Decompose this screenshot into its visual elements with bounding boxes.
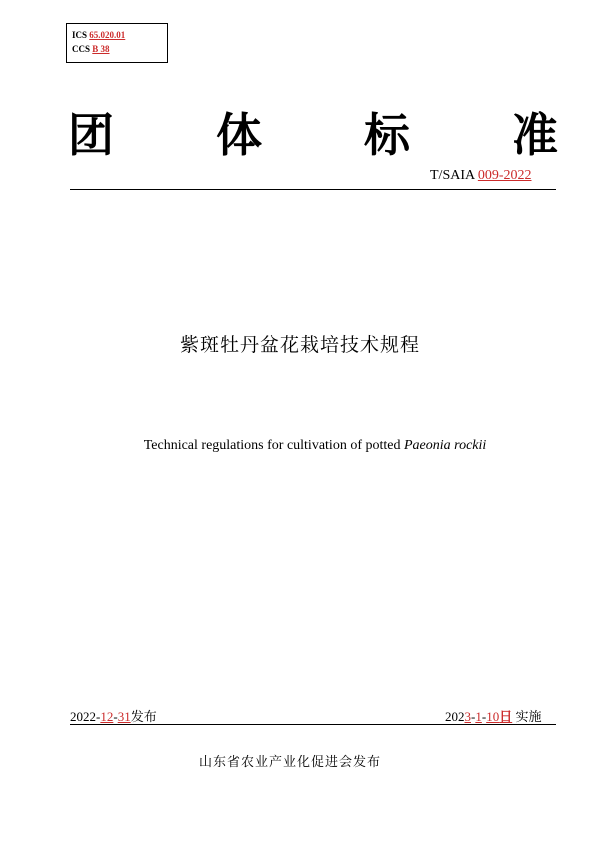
impl-year-a: 202 (445, 709, 465, 724)
title-en-species: Paeonia rockii (403, 438, 487, 453)
title-char-2: 体 (216, 108, 262, 162)
standard-prefix: T/SAIA (430, 168, 475, 183)
impl-day: 10 (486, 709, 500, 724)
document-title-en (0, 438, 600, 454)
release-label: 发布 (130, 710, 157, 725)
standard-type-title (68, 104, 558, 166)
header-divider (70, 189, 556, 190)
document-title-zh: 紫斑牡丹盆花栽培技术规程 (179, 334, 420, 356)
impl-sep2: - (481, 709, 487, 724)
ics-label: ICS (72, 30, 88, 40)
implementation-date (445, 706, 541, 725)
title-en-prefix: Technical regulations for cultivation of potted (143, 438, 401, 453)
title-char-1: 团 (68, 108, 114, 162)
ccs-code-line (72, 42, 167, 56)
standard-number (430, 168, 532, 184)
release-date (70, 706, 157, 725)
title-char-4: 准 (512, 108, 558, 162)
classification-code-box (66, 23, 168, 63)
footer-divider (70, 724, 556, 725)
ccs-label: CCS (72, 44, 91, 54)
impl-label: 实施 (515, 710, 542, 725)
impl-day-suffix: 日 (499, 710, 513, 725)
impl-sep1: - (471, 709, 476, 724)
release-year: 2022- (70, 709, 101, 724)
impl-month: 1 (475, 709, 482, 724)
release-sep: - (113, 709, 118, 724)
ics-code-line (72, 28, 167, 42)
title-char-3: 标 (364, 108, 410, 162)
impl-year-b: 3 (464, 709, 471, 724)
publisher: 山东省农业产业化促进会发布 (198, 755, 381, 770)
ics-value: 65.020.01 (89, 30, 126, 40)
release-day: 31 (117, 709, 131, 724)
release-month: 12 (100, 709, 114, 724)
ccs-value: B 38 (92, 44, 110, 54)
standard-number-value: 009-2022 (477, 168, 532, 183)
